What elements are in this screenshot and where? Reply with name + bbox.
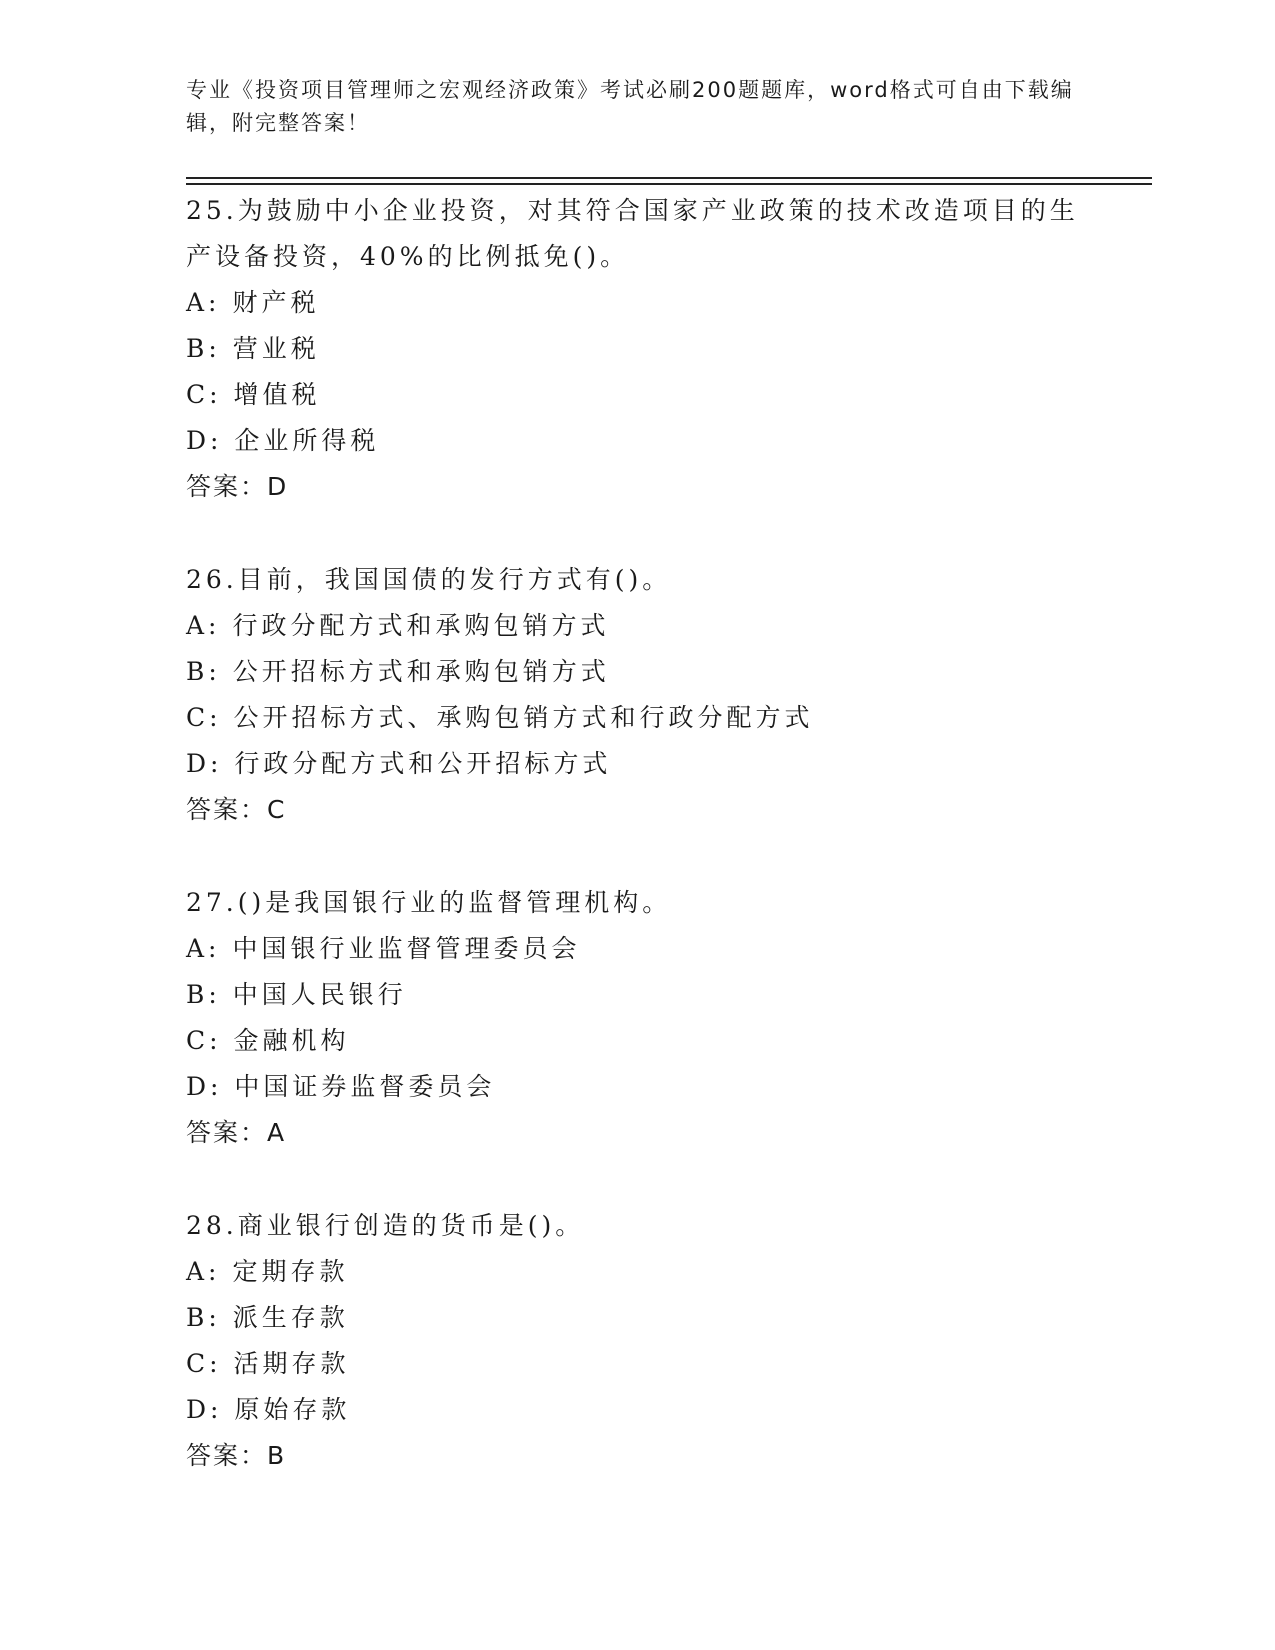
option-text: 企业所得税 — [234, 426, 380, 455]
option-key: D: — [186, 1072, 223, 1101]
question-stem: 28.商业银行创造的货币是()。 — [186, 1211, 585, 1240]
answer-label: 答案： — [186, 795, 268, 824]
answer-value: D — [267, 472, 289, 501]
option-key: B: — [186, 334, 221, 363]
option-key: B: — [186, 980, 221, 1009]
question-25 — [186, 188, 1086, 510]
option-key: D: — [186, 426, 223, 455]
question-stem: 27.()是我国银行业的监督管理机构。 — [186, 888, 672, 917]
option-text: 增值税 — [233, 380, 321, 409]
option-d — [186, 418, 1086, 464]
question-stem: 26.目前，我国国债的发行方式有()。 — [186, 565, 672, 594]
option-b — [186, 326, 1086, 372]
option-b — [186, 649, 1086, 695]
option-text: 行政分配方式和公开招标方式 — [234, 749, 612, 778]
option-text: 财产税 — [232, 288, 320, 317]
option-key: A: — [186, 934, 221, 963]
answer-value: B — [267, 1441, 287, 1470]
option-text: 派生存款 — [232, 1303, 349, 1332]
question-list — [186, 188, 1086, 1526]
option-c — [186, 372, 1086, 418]
header-rule-bottom — [186, 183, 1152, 185]
answer-value: A — [267, 1118, 287, 1147]
option-text: 公开招标方式、承购包销方式和行政分配方式 — [233, 703, 814, 732]
option-c — [186, 695, 1086, 741]
option-d — [186, 1387, 1086, 1433]
answer-line — [186, 464, 1086, 510]
option-text: 定期存款 — [232, 1257, 349, 1286]
answer-line — [186, 1433, 1086, 1479]
option-key: D: — [186, 1395, 223, 1424]
option-text: 中国证券监督委员会 — [234, 1072, 496, 1101]
option-text: 行政分配方式和承购包销方式 — [232, 611, 610, 640]
option-d — [186, 741, 1086, 787]
answer-line — [186, 787, 1086, 833]
option-key: C: — [186, 380, 222, 409]
option-key: C: — [186, 703, 222, 732]
option-c — [186, 1018, 1086, 1064]
option-key: A: — [186, 288, 221, 317]
option-a — [186, 603, 1086, 649]
question-28 — [186, 1203, 1086, 1479]
option-b — [186, 1295, 1086, 1341]
option-text: 金融机构 — [233, 1026, 350, 1055]
option-key: D: — [186, 749, 223, 778]
option-text: 中国银行业监督管理委员会 — [232, 934, 581, 963]
option-d — [186, 1064, 1086, 1110]
question-stem: 25.为鼓励中小企业投资，对其符合国家产业政策的技术改造项目的生产设备投资，40%的比例抵免()。 — [186, 196, 1079, 271]
option-c — [186, 1341, 1086, 1387]
answer-label: 答案： — [186, 1118, 268, 1147]
option-a — [186, 280, 1086, 326]
option-b — [186, 972, 1086, 1018]
answer-value: C — [267, 795, 287, 824]
answer-line — [186, 1110, 1086, 1156]
answer-label: 答案： — [186, 1441, 268, 1470]
answer-label: 答案： — [186, 472, 268, 501]
option-key: A: — [186, 1257, 221, 1286]
option-key: B: — [186, 1303, 221, 1332]
question-26 — [186, 557, 1086, 833]
option-key: A: — [186, 611, 221, 640]
question-27 — [186, 880, 1086, 1156]
option-a — [186, 926, 1086, 972]
header-rule-top — [186, 177, 1152, 179]
document-header: 专业《投资项目管理师之宏观经济政策》考试必刷200题题库，word格式可自由下载编辑，附完整答案！ — [186, 78, 1074, 135]
option-text: 活期存款 — [233, 1349, 350, 1378]
option-text: 公开招标方式和承购包销方式 — [232, 657, 610, 686]
option-key: C: — [186, 1349, 222, 1378]
option-text: 营业税 — [232, 334, 320, 363]
option-text: 原始存款 — [234, 1395, 351, 1424]
option-text: 中国人民银行 — [232, 980, 407, 1009]
option-key: B: — [186, 657, 221, 686]
option-key: C: — [186, 1026, 222, 1055]
option-a — [186, 1249, 1086, 1295]
